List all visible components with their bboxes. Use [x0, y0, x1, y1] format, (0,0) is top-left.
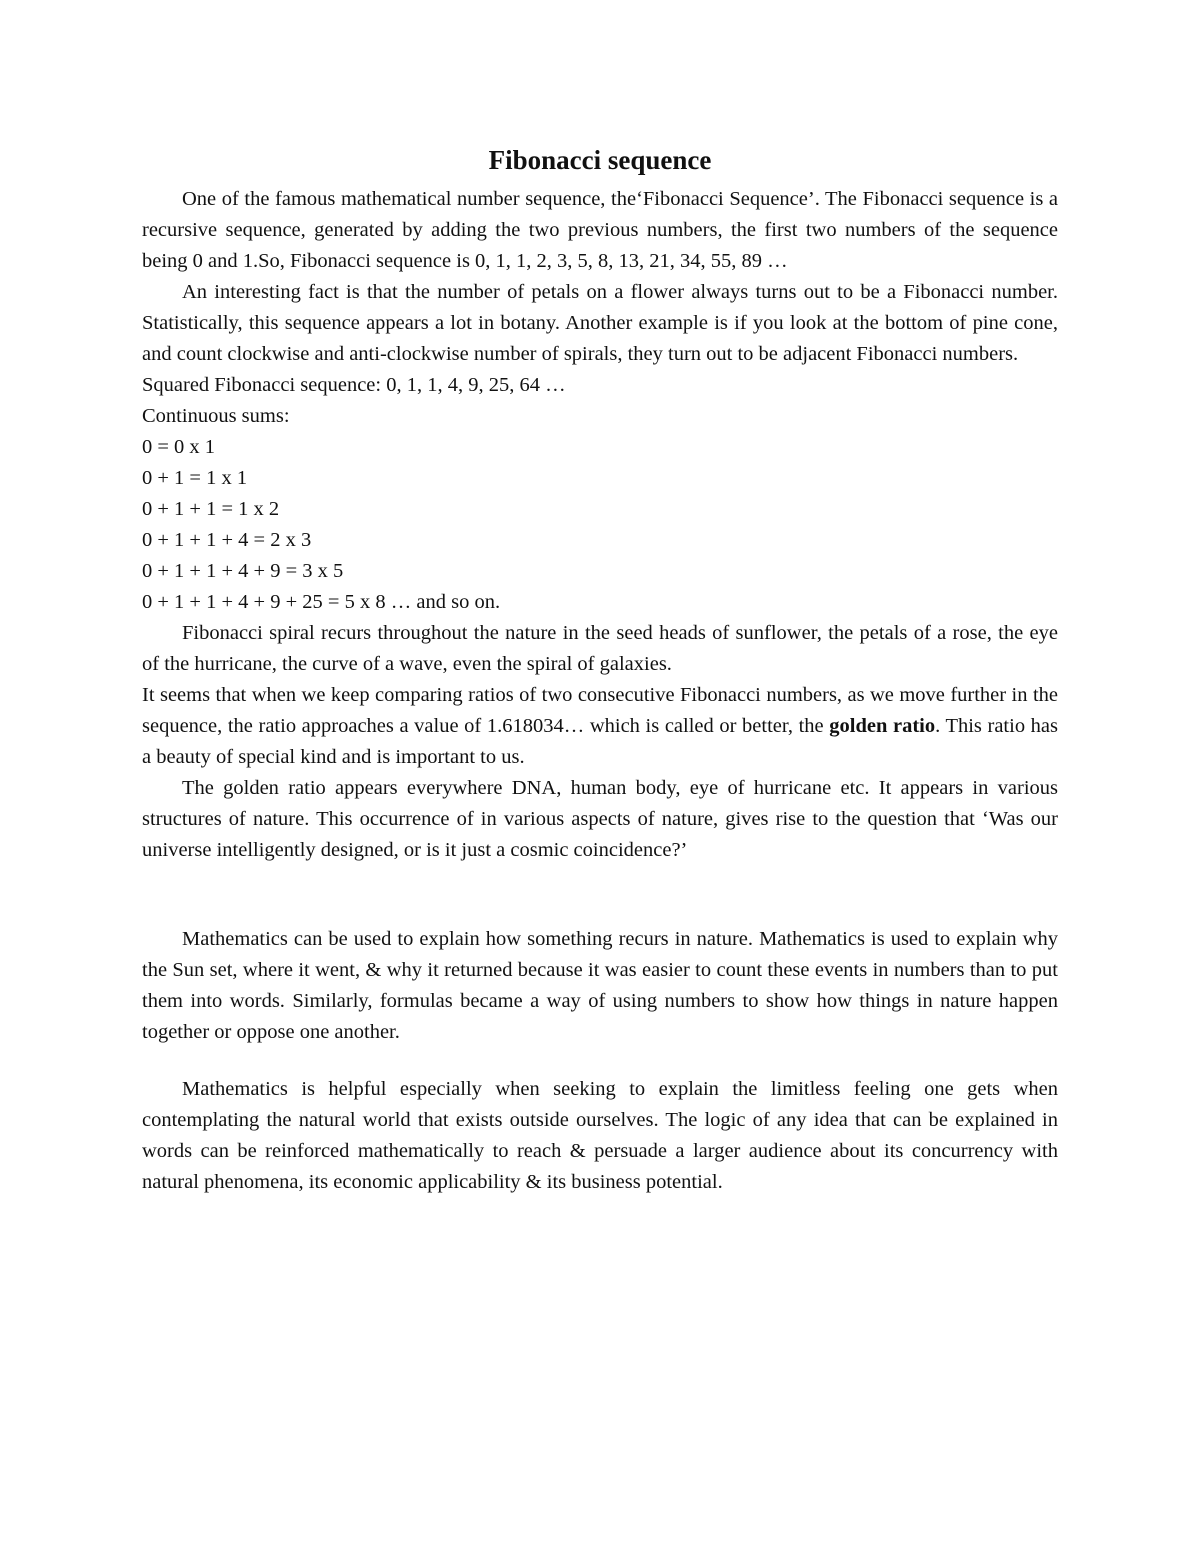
- paragraph-intro: One of the famous mathematical number sequence, the‘Fibonacci Sequence’. The Fibonacci sequence is a recursive sequence, generated by adding the two previous numbers, the first two numbers of the sequence being 0 and 1.So, Fibonacci sequence is 0, 1, 1, 2, 3, 5, 8, 13, 21, 34, 55, 89 …: [142, 188, 1058, 272]
- golden-ratio-text-end: . This ratio has a beauty of special kind and is important to us.: [142, 715, 1058, 768]
- continuous-sums-label: Continuous sums:: [142, 405, 290, 427]
- document-title: Fibonacci sequence: [488, 145, 712, 175]
- paragraph-math-helpful: Mathematics is helpful especially when seeking to explain the limitless feeling one gets when contemplating the natural world that exists outside ourselves. The logic of any idea that can be explained in words can be reinforced mathematically to reach & persuade a larger audience about its concurrency with natural phenomena, its economic applicability & its business potential.: [142, 1078, 1058, 1193]
- paragraph-spacer: [142, 1048, 1058, 1074]
- squared-sequence-line: Squared Fibonacci sequence: 0, 1, 1, 4, 9, 25, 64 …: [142, 374, 566, 396]
- section-spacer: [142, 866, 1058, 924]
- sum-line: 0 + 1 = 1 x 1: [142, 467, 248, 489]
- paragraph-math-explains: Mathematics can be used to explain how something recurs in nature. Mathematics is used to explain why the Sun set, where it went, & why it returned because it was easier to count these events in numbers than to put them into words. Similarly, formulas became a way of using numbers to show how things in nature happen together or oppose one another.: [142, 928, 1058, 1043]
- paragraph-petals: An interesting fact is that the number of petals on a flower always turns out to be a Fibonacci number. Statistically, this sequence appears a lot in botany. Another example is if you look at the bottom of pine cone, and count clockwise and anti-clockwise number of spirals, they turn out to be adjacent Fibonacci numbers.: [142, 281, 1058, 365]
- paragraph-universe-question: The golden ratio appears everywhere DNA, human body, eye of hurricane etc. It appears in various structures of nature. This occurrence of in various aspects of nature, gives rise to the question that ‘Was our universe intelligently designed, or is it just a cosmic coincidence?’: [142, 777, 1058, 861]
- sum-line: 0 + 1 + 1 = 1 x 2: [142, 498, 280, 520]
- sum-line: 0 + 1 + 1 + 4 + 9 = 3 x 5: [142, 560, 344, 582]
- sum-line: 0 + 1 + 1 + 4 + 9 + 25 = 5 x 8 … and so on.: [142, 591, 501, 613]
- golden-ratio-bold: golden ratio: [829, 715, 936, 737]
- sum-line: 0 = 0 x 1: [142, 436, 216, 458]
- document-page: [142, 140, 1058, 1198]
- sum-line: 0 + 1 + 1 + 4 = 2 x 3: [142, 529, 312, 551]
- paragraph-spiral: Fibonacci spiral recurs throughout the nature in the seed heads of sunflower, the petals of a rose, the eye of the hurricane, the curve of a wave, even the spiral of galaxies.: [142, 622, 1058, 675]
- golden-ratio-text-start: It seems that when we keep comparing ratios of two consecutive Fibonacci numbers, as we move further in the sequence, the ratio approaches a value of 1.618034… which is called or better, the: [142, 684, 1058, 737]
- paragraph-golden-ratio: [142, 680, 1058, 773]
